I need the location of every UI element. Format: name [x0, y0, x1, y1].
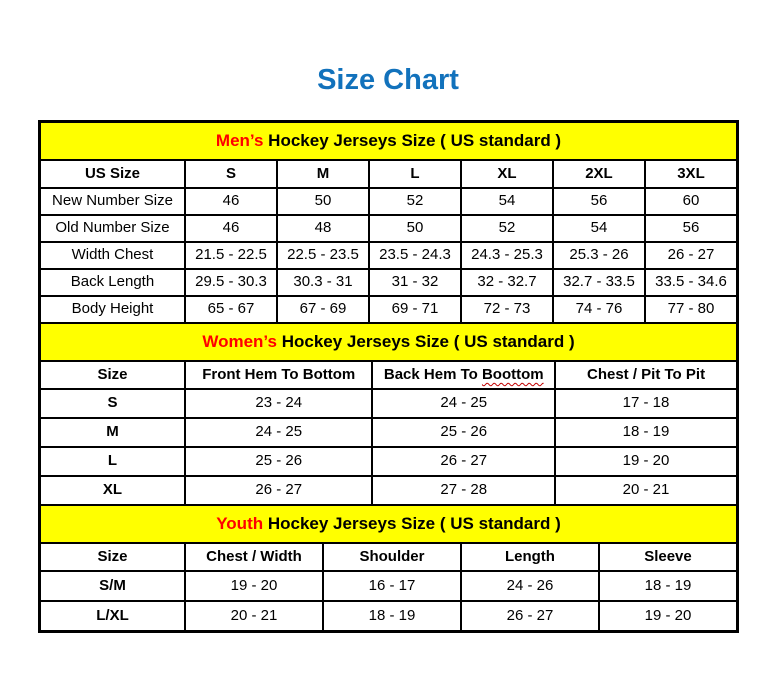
column-header: US Size [40, 160, 185, 188]
row-label: L [40, 447, 185, 476]
size-value: 31 - 32 [369, 269, 461, 296]
size-value: 19 - 20 [555, 447, 737, 476]
size-value: 24 - 25 [185, 418, 372, 447]
youth-band-title [40, 506, 737, 543]
row-label: L/XL [40, 601, 185, 631]
table-row [40, 601, 737, 631]
column-header: S [185, 160, 277, 188]
size-value: 24 - 25 [372, 389, 555, 418]
womens-size-table [39, 324, 738, 506]
size-value: 52 [461, 215, 553, 242]
size-value: 18 - 19 [599, 571, 737, 601]
column-header: Front Hem To Bottom [185, 361, 372, 389]
size-value: 21.5 - 22.5 [185, 242, 277, 269]
column-header: M [277, 160, 369, 188]
table-row [40, 571, 737, 601]
row-label: Old Number Size [40, 215, 185, 242]
table-row [40, 215, 737, 242]
table-row [40, 389, 737, 418]
size-value: 25 - 26 [372, 418, 555, 447]
size-value: 20 - 21 [555, 476, 737, 505]
womens-header-row [40, 361, 737, 389]
size-value: 72 - 73 [461, 296, 553, 323]
table-row [40, 296, 737, 323]
size-value: 48 [277, 215, 369, 242]
size-value: 23 - 24 [185, 389, 372, 418]
mens-section-band [40, 122, 737, 160]
row-label: S/M [40, 571, 185, 601]
row-label: Back Length [40, 269, 185, 296]
page-title: Size Chart [317, 64, 459, 96]
row-label: M [40, 418, 185, 447]
column-header: Chest / Width [185, 543, 323, 571]
youth-section-band [40, 506, 737, 543]
column-header: 2XL [553, 160, 645, 188]
youth-size-table [39, 506, 738, 632]
size-value: 24 - 26 [461, 571, 599, 601]
spellcheck-squiggle-word: Boottom [481, 365, 544, 383]
size-value: 29.5 - 30.3 [185, 269, 277, 296]
size-value: 18 - 19 [555, 418, 737, 447]
womens-band-rest: Hockey Jerseys Size ( US standard ) [276, 331, 575, 351]
column-header: L [369, 160, 461, 188]
size-value: 23.5 - 24.3 [369, 242, 461, 269]
youth-band-rest: Hockey Jerseys Size ( US standard ) [263, 513, 561, 533]
size-value: 18 - 19 [323, 601, 461, 631]
mens-band-accent: Men’s [215, 130, 264, 150]
size-chart [38, 120, 739, 633]
column-header: Sleeve [599, 543, 737, 571]
size-value: 77 - 80 [645, 296, 737, 323]
size-value: 26 - 27 [372, 447, 555, 476]
size-value: 56 [645, 215, 737, 242]
size-value: 30.3 - 31 [277, 269, 369, 296]
row-label: XL [40, 476, 185, 505]
size-value: 26 - 27 [461, 601, 599, 631]
womens-band-title [40, 324, 737, 361]
size-value: 19 - 20 [599, 601, 737, 631]
size-value: 56 [553, 188, 645, 215]
size-value: 20 - 21 [185, 601, 323, 631]
table-row [40, 242, 737, 269]
size-value: 60 [645, 188, 737, 215]
row-label: S [40, 389, 185, 418]
mens-band-title [40, 122, 737, 160]
size-value: 74 - 76 [553, 296, 645, 323]
size-value: 46 [185, 215, 277, 242]
column-header: XL [461, 160, 553, 188]
size-value: 67 - 69 [277, 296, 369, 323]
size-value: 54 [553, 215, 645, 242]
column-header: Chest / Pit To Pit [555, 361, 737, 389]
size-value: 25.3 - 26 [553, 242, 645, 269]
table-row [40, 188, 737, 215]
size-value: 52 [369, 188, 461, 215]
column-header: Size [40, 543, 185, 571]
womens-section-band [40, 324, 737, 361]
size-value: 32 - 32.7 [461, 269, 553, 296]
column-header: Size [40, 361, 185, 389]
column-header-misspelled [372, 361, 555, 389]
size-value: 26 - 27 [645, 242, 737, 269]
size-value: 69 - 71 [369, 296, 461, 323]
size-value: 32.7 - 33.5 [553, 269, 645, 296]
column-header: Length [461, 543, 599, 571]
size-value: 22.5 - 23.5 [277, 242, 369, 269]
size-value: 26 - 27 [185, 476, 372, 505]
size-value: 33.5 - 34.6 [645, 269, 737, 296]
womens-band-accent: Women’s [202, 331, 277, 351]
size-value: 24.3 - 25.3 [461, 242, 553, 269]
table-row [40, 447, 737, 476]
table-row [40, 269, 737, 296]
size-value: 19 - 20 [185, 571, 323, 601]
column-header: 3XL [645, 160, 737, 188]
youth-header-row [40, 543, 737, 571]
size-value: 27 - 28 [372, 476, 555, 505]
row-label: Body Height [40, 296, 185, 323]
size-value: 16 - 17 [323, 571, 461, 601]
table-row [40, 476, 737, 505]
size-value: 25 - 26 [185, 447, 372, 476]
size-value: 17 - 18 [555, 389, 737, 418]
mens-size-table [39, 121, 738, 324]
column-header-text: Back Hem To [383, 365, 482, 383]
size-value: 65 - 67 [185, 296, 277, 323]
size-value: 50 [277, 188, 369, 215]
row-label: New Number Size [40, 188, 185, 215]
mens-header-row [40, 160, 737, 188]
table-row [40, 418, 737, 447]
row-label: Width Chest [40, 242, 185, 269]
size-value: 50 [369, 215, 461, 242]
mens-band-rest: Hockey Jerseys Size ( US standard ) [263, 130, 562, 150]
youth-band-accent: Youth [216, 513, 264, 533]
size-value: 46 [185, 188, 277, 215]
column-header: Shoulder [323, 543, 461, 571]
size-value: 54 [461, 188, 553, 215]
